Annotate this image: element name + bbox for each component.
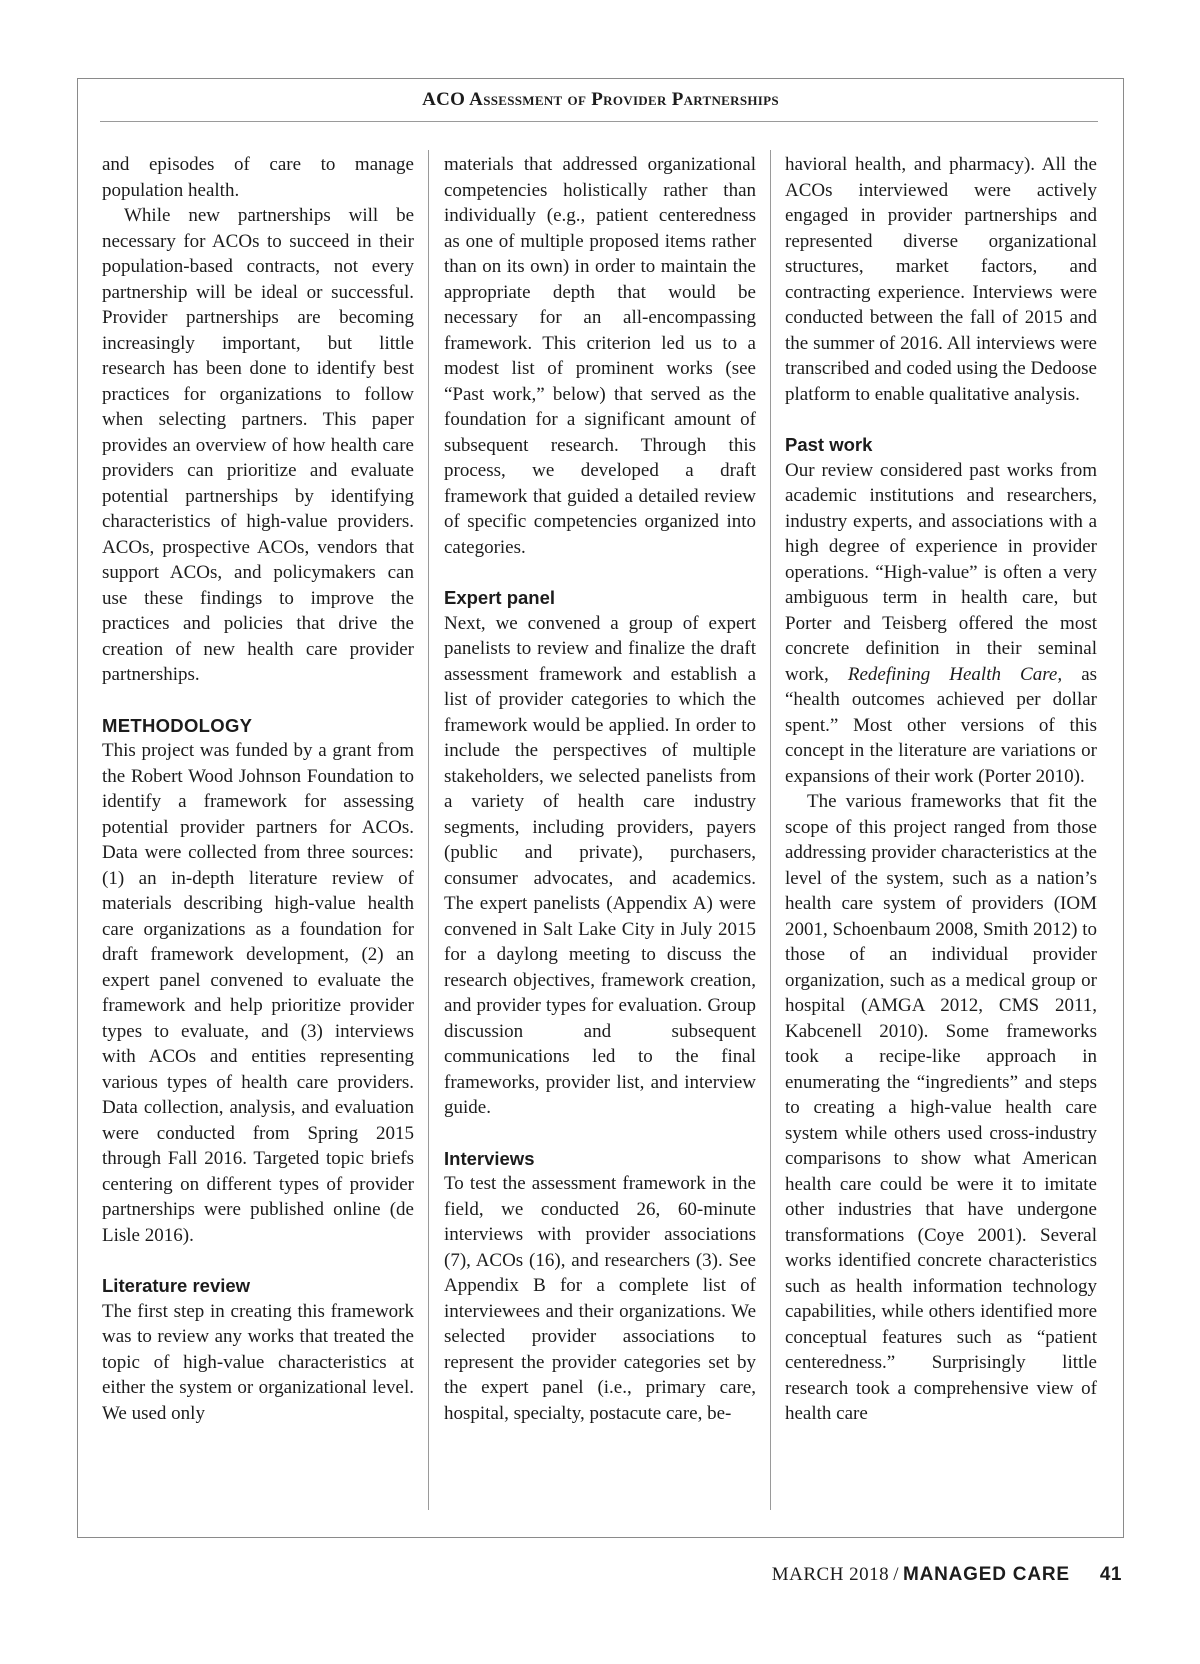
column-1 [102,152,414,1426]
column-2 [444,152,756,1426]
paragraph: This project was funded by a grant from the Robert Wood Johnson Foundation to identify a framework for assessing potential provider partners for ACOs. Data were collected from three sources: (1) an in-depth literature review of materials describing high-value health care organizations as a foundation for draft framework development, (2) an expert panel convened to evaluate the framework and help prioritize provider types to evaluate, and (3) interviews with ACOs and entities representing various types of health care providers. Data collection, analysis, and evaluation were conducted from Spring 2015 through Fall 2016. Targeted topic briefs centering on different types of provider partnerships were published online (de Lisle 2016). [102,740,414,1246]
issue-date: MARCH 2018 [771,1564,890,1585]
paragraph-text: Our review considered past works from academic institutions and researchers, industry experts, and associations with a high degree of experience in provider operations. “High-value” is often a very ambiguous term in health care, but Porter and Teisberg offered the most concrete definition in their seminal work, [785,459,1097,685]
header-rule [100,121,1098,122]
column-divider-2 [770,150,771,1510]
running-head: ACO Assessment of Provider Partnerships [422,89,779,110]
column-3 [785,152,1097,1427]
paragraph: The first step in creating this framework was to review any works that treated the topic of high-value characteristics at either the system or organizational level. We used only [102,1300,414,1424]
paragraph: While new partnerships will be necessary for ACOs to succeed in their population-based contracts, not every partnership will be ideal or successful. Provider partnerships are becoming increasingly important, but little research has been done to identify best practices for organizations to follow when selecting partners. This paper provides an overview of how health care providers can prioritize and evaluate potential partnerships by identifying characteristics of high-value providers. ACOs, prospective ACOs, vendors that support ACOs, and policymakers can use these findings to improve the practices and policies that drive the creation of new health care provider partnerships. [102,205,414,685]
paragraph: To test the assessment framework in the field, we conducted 26, 60-minute interviews with provider associations (7), ACOs (16), and researchers (3). See Appendix B for a complete list of interviewees and their organizations. We selected provider associations to represent the provider categories set by the expert panel (i.e., primary care, hospital, specialty, postacute care, be- [444,1173,756,1424]
journal-name: MANAGED CARE [902,1564,1070,1585]
footer-separator: / [893,1564,899,1585]
paragraph-text: as “health outcomes achieved per dollar spent.” Most other versions of this concept in the literature are variations or expansions of their work (Porter 2010). [785,663,1098,787]
page-frame-bottom-rule [77,1537,1124,1538]
paragraph: Next, we convened a group of expert panelists to review and finalize the draft assessment framework and establish a list of provider categories to which the framework would be applied. In order to include the perspectives of multiple stakeholders, we selected panelists from a variety of health care industry segments, including providers, payers (public and private), purchasers, consumer advocates, and academics. The expert panelists (Appendix A) were convened in Salt Lake City in July 2015 for a daylong meeting to discuss the research objectives, framework creation, and provider types for evaluation. Group discussion and subsequent communications led to the final frameworks, provider list, and interview guide. [444,612,756,1118]
subheading-expert-panel: Expert panel [444,587,556,608]
paragraph: havioral health, and pharmacy). All the ACOs interviewed were actively engaged in provider partnerships and represented diverse organizational structures, market factors, and contracting experience. Interviews were conducted between the fall of 2015 and the summer of 2016. All interviews were transcribed and coded using the Dedoose platform to enable qualitative analysis. [785,154,1097,405]
subheading-past-work: Past work [785,434,873,455]
paragraph: and episodes of care to manage population health. [102,154,414,201]
page-footer [772,1564,1122,1586]
subheading-literature-review: Literature review [102,1275,251,1296]
subheading-interviews: Interviews [444,1147,535,1169]
column-divider-1 [428,150,429,1510]
paragraph [785,458,1097,790]
section-heading-methodology: METHODOLOGY [102,714,253,736]
page-number: 41 [1099,1564,1122,1585]
book-title: Redefining Health Care, [847,663,1063,685]
paragraph: materials that addressed organizational competencies holistically rather than individually (e.g., patient centeredness as one of multiple proposed items rather than on its own) in order to maintain the appropriate depth that would be necessary for an all-encompassing framework. This criterion led us to a modest list of prominent works (see “Past work,” below) that served as the foundation for a significant amount of subsequent research. Through this process, we developed a draft framework that guided a detailed review of specific competencies organized into categories. [444,154,756,558]
paragraph: The various frameworks that fit the scope of this project ranged from those addressing provider characteristics at the level of the system, such as a nation’s health care system of providers (IOM 2001, Schoenbaum 2008, Smith 2012) to those of an individual provider organization, such as a medical group or hospital (AMGA 2012, CMS 2011, Kabcenell 2010). Some frameworks took a recipe-like approach in enumerating the “ingredients” and steps to creating a high-value health care system while others used cross-industry comparisons to show what American health care could be were it to imitate other industries that have undergone transformations (Coye 2001). Several works identified concrete characteristics such as health information technology capabilities, while others identified more conceptual features such as “patient centeredness.” Surprisingly little research took a comprehensive view of health care [785,791,1097,1424]
